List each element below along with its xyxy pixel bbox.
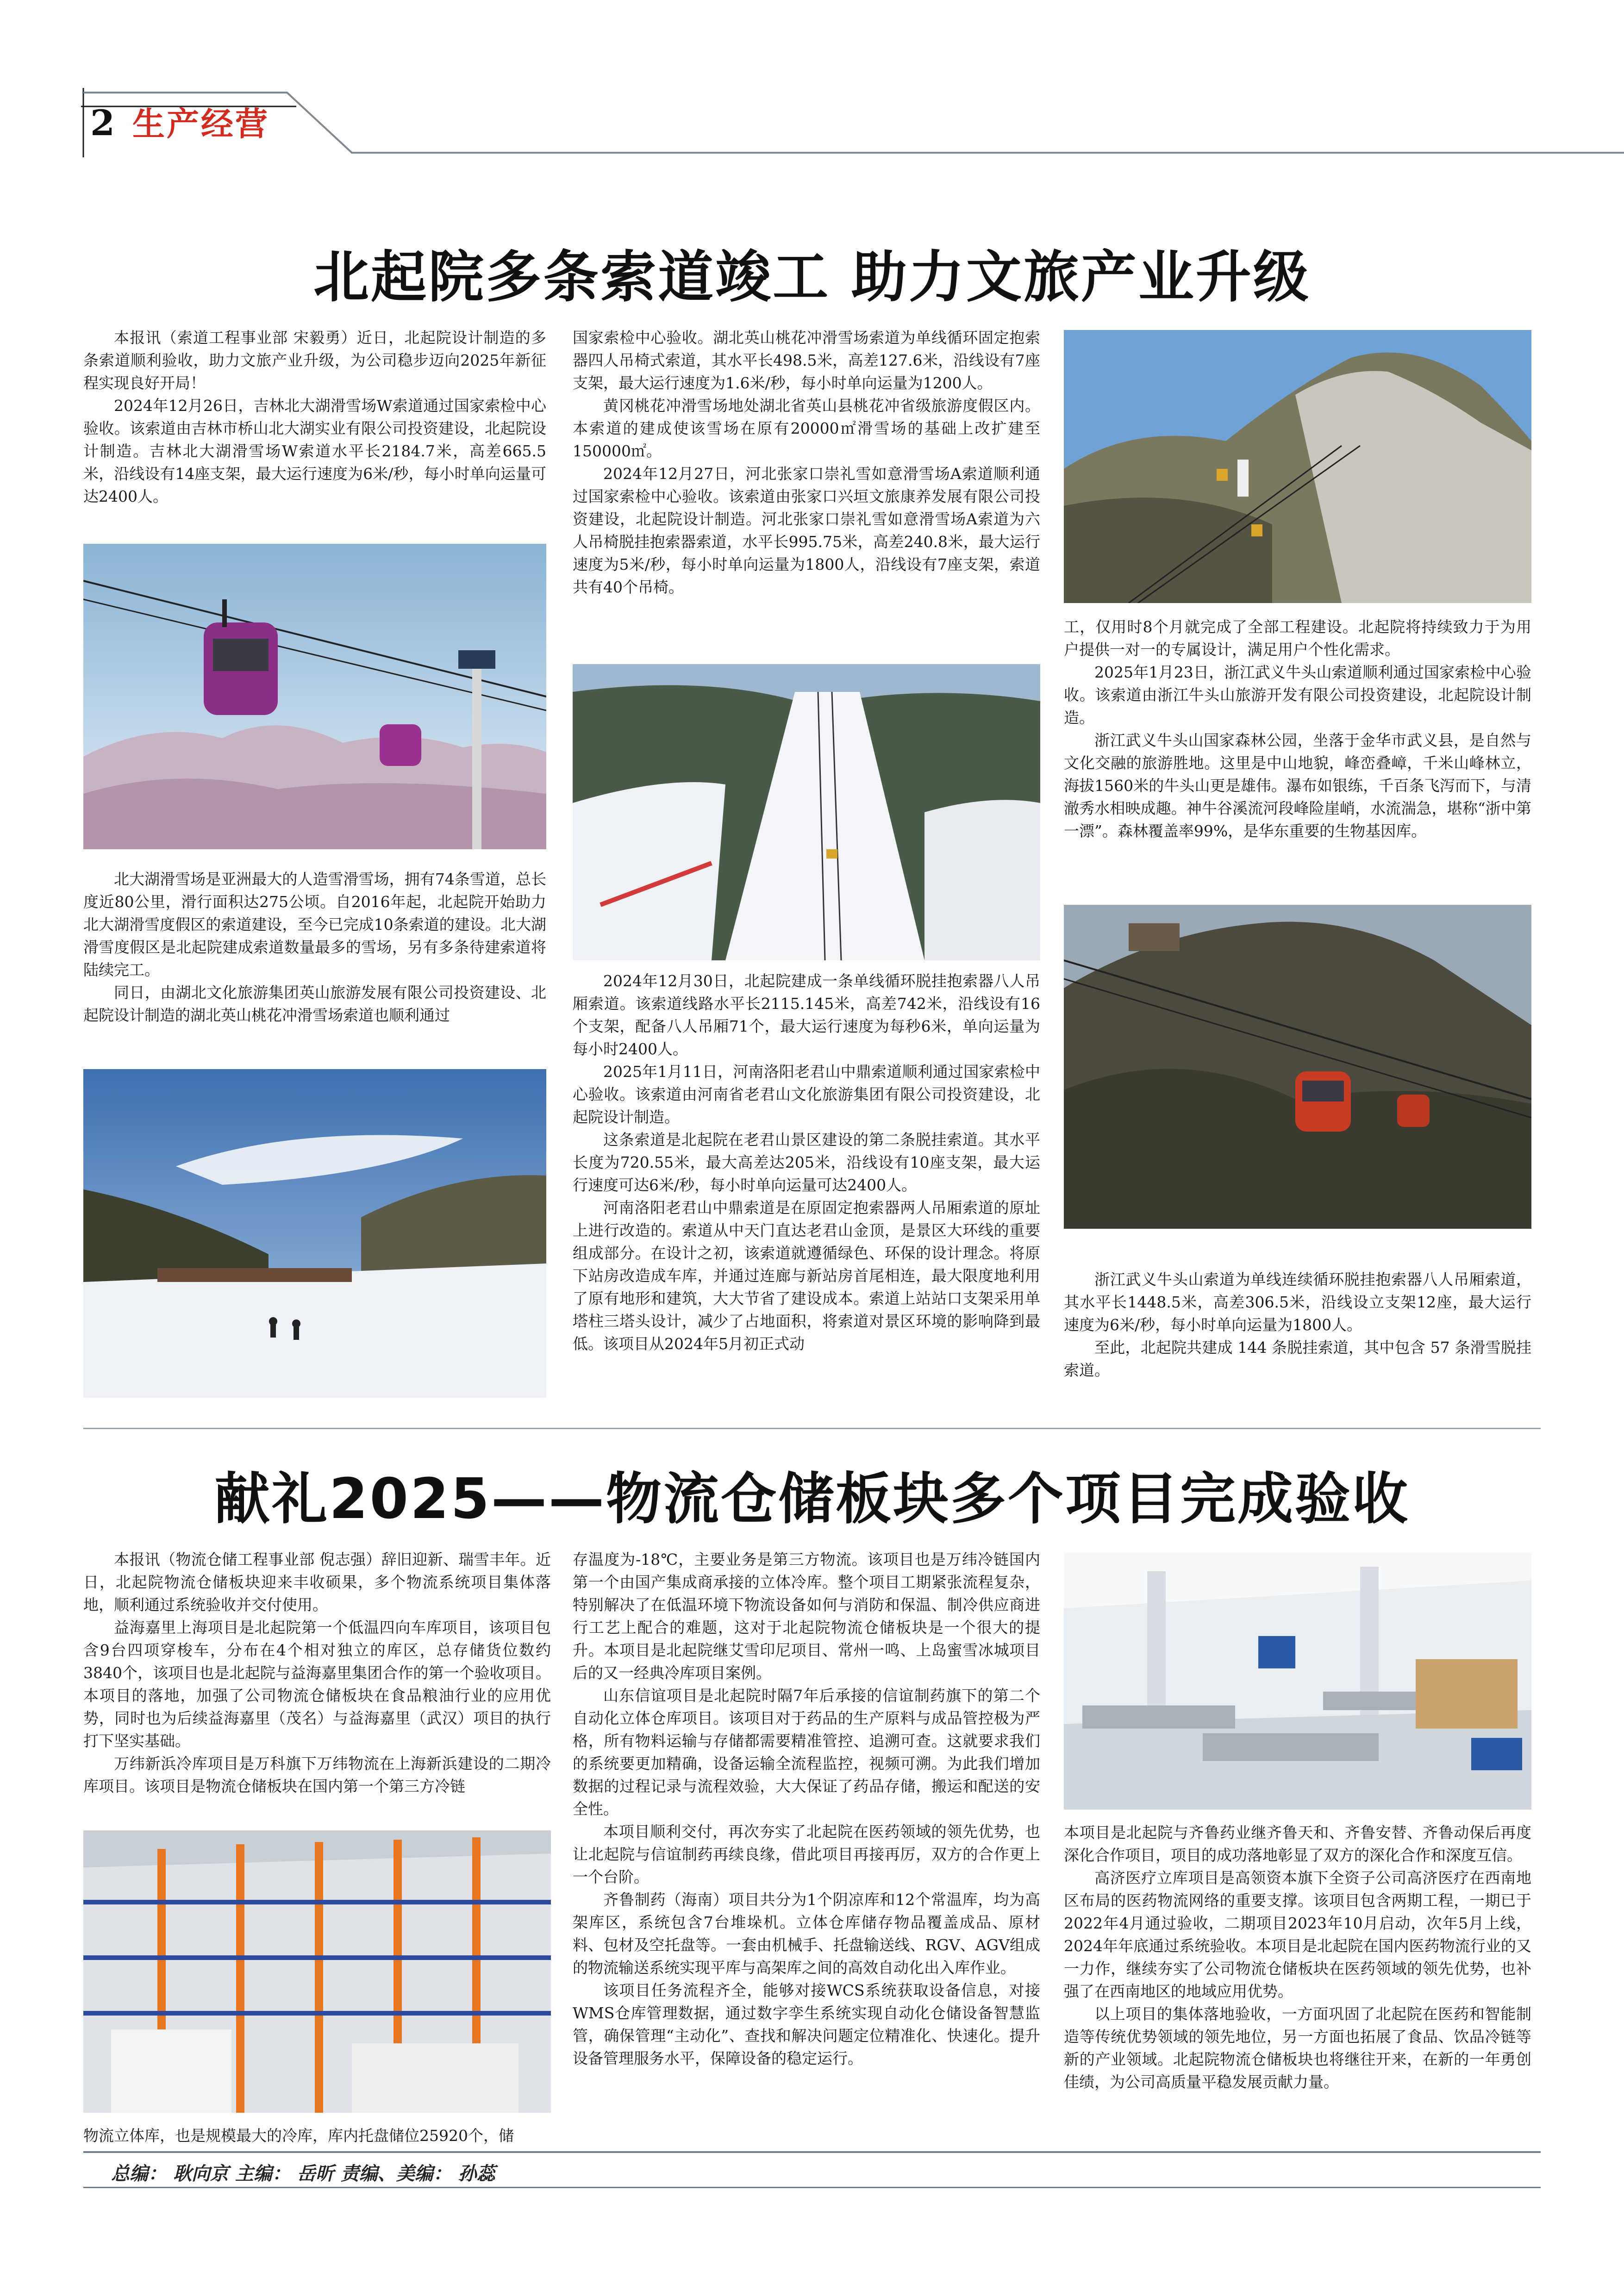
article2-col1b-text [83,2124,551,2147]
footer-editors: 总编： 耿向京 主编： 岳昕 责编、美编： 孙蕊 [111,2163,495,2184]
paragraph: 工，仅用时8个月就完成了全部工程建设。北起院将持续致力于为用户提供一对一的专属设计，满足用户个性化需求。 [1064,618,1531,659]
article2-lead-paragraph: 本报讯（物流仓储工程事业部 倪志强）辞旧迎新、瑞雪丰年。近日，北起院物流仓储板块迎来丰收硕果，多个物流系统项目集体落地，顺利通过系统验收并交付使用。 [83,1550,551,1614]
photo-cold-storage-racking [83,1830,551,2113]
article1-col2-text [573,326,1040,598]
section-title: 生产经营 [132,105,269,143]
article1-col1-text [83,326,546,508]
article1-col2b-text [573,970,1040,1355]
paragraph: 河南洛阳老君山中鼎索道是在原固定抱索器两人吊厢索道的原址上进行改造的。索道从中天门直达老君山金顶，是景区大环线的重要组成部分。在设计之初，该索道就遵循绿色、环保的设计理念。将原下站房改造成车库，并通过连廊与新站房首尾相连，最大限度地利用了原有地形和建筑，大大节省了建设成本。索道上站站口支架采用单塔柱三塔头设计，减少了占地面积，将索道对景区环境的影响降到最低。该项目从2024年5月初正式动 [573,1199,1040,1353]
article1-col3b-text [1064,1268,1531,1381]
paragraph: 这条索道是北起院在老君山景区建设的第二条脱挂索道。其水平长度为720.55米，最大高差达205米，沿线设有10座支架，最大运行速度可达6米/秒，每小时单向运量可达2400人。 [573,1131,1040,1194]
article2-col1-text [83,1548,551,1798]
photo-red-cabins-niutoushan [1064,905,1531,1229]
paragraph: 2025年1月23日，浙江武义牛头山索道顺利通过国家索检中心验收。该索道由浙江牛头山旅游开发有限公司投资建设，北起院设计制造。 [1064,663,1531,727]
paragraph: 本项目顺利交付，再次夯实了北起院在医药领域的领先优势，也让北起院与信谊制药再续良缘，借此项目再接再厉，双方的合作更上一个台阶。 [573,1823,1040,1886]
paragraph: 齐鲁制药（海南）项目共分为1个阴凉库和12个常温库，均为高架库区，系统包含7台堆垛机。立体仓库储存物品覆盖成品、原材料、包材及空托盘等。一套由机械手、托盘输送线、RGV、AGV组成的物流输送系统实现平库与高架库之间的高效自动化出入库作业。 [573,1891,1040,1977]
paragraph: 该项目任务流程齐全，能够对接WCS系统获取设备信息，对接WMS仓库管理数据，通过数字孪生系统实现自动化仓储设备智慧监管，确保管理“主动化”、查找和解决问题定位精准化、快速化。提升设备管理服务水平，保障设备的稳定运行。 [573,1981,1040,2067]
footer-rule-bottom [83,2187,1541,2188]
article1-col1b-text [83,868,546,1027]
paragraph: 2024年12月27日，河北张家口崇礼雪如意滑雪场A索道顺利通过国家索检中心验收。该索道由张家口兴垣文旅康养发展有限公司投资建设，北起院设计制造。河北张家口崇礼雪如意滑雪场A索道为六人吊椅脱挂抱索器索道，水平长995.75米，高差240.8米，最大运行速度为5米/秒，每小时单向运量为1800人，沿线设有7座支架，索道共有40个吊椅。 [573,465,1040,596]
page-number: 2 [90,102,115,143]
footer-rule [83,2151,1541,2153]
paragraph: 本项目是北起院与齐鲁药业继齐鲁天和、齐鲁安替、齐鲁动保后再度深化合作项目，项目的成功落地彰显了双方的深化合作和深度互信。 [1064,1823,1531,1864]
page-header [0,0,1624,157]
paragraph: 浙江武义牛头山索道为单线连续循环脱挂抱索器八人吊厢索道，其水平长1448.5米，高差306.5米，沿线设立支架12座，最大运行速度为6米/秒，每小时单向运量为1800人。 [1064,1270,1531,1334]
paragraph: 存温度为-18℃，主要业务是第三方物流。该项目也是万纬冷链国内第一个由国产集成商承接的立体冷库。整个项目工期紧张流程复杂，特别解决了在低温环境下物流设备如何与消防和保温、制冷供应商进行工艺上配合的难题，这对于北起院物流仓储板块是一个很大的提升。本项目是北起院继艾雪印尼项目、常州一鸣、上岛蜜雪冰城项目后的又一经典冷库项目案例。 [573,1550,1040,1682]
photo-gondola-beidahu [83,544,546,849]
photo-ski-slope-yingshan [83,1069,546,1398]
paragraph: 国家索检中心验收。湖北英山桃花冲滑雪场索道为单线循环固定抱索器四人吊椅式索道，其水平长498.5米，高差127.6米，沿线设有7座支架，最大运行速度为1.6米/秒，每小时单向运量为1200人。 [573,329,1040,392]
paragraph: 万纬新浜冷库项目是万科旗下万纬物流在上海新浜建设的二期冷库项目。该项目是物流仓储板块在国内第一个第三方冷链 [83,1755,551,1795]
article1-headline: 北起院多条索道竣工 助力文旅产业升级 [313,245,1311,310]
paragraph: 以上项目的集体落地验收，一方面巩固了北起院在医药和智能制造等传统优势领域的领先地位，另一方面也拓展了食品、饮品冷链等新的产业领域。北起院物流仓储板块也将继往开来，在新的一年勇创佳绩，为公司高质量平稳发展贡献力量。 [1064,2005,1531,2091]
paragraph: 同日，由湖北文化旅游集团英山旅游发展有限公司投资建设、北起院设计制造的湖北英山桃花冲滑雪场索道也顺利通过 [83,983,546,1024]
paragraph: 高济医疗立库项目是高领资本旗下全资子公司高济医疗在西南地区布局的医药物流网络的重要支撑。该项目包含两期工程，一期已于2022年4月通过验收，二期项目2023年10月启动，次年5月上线，2024年年底通过系统验收。本项目是北起院在国内医药物流行业的又一力作，继续夯实了公司物流仓储板块在医药领域的领先优势，也补强了在西南地区的地域应用优势。 [1064,1869,1531,2000]
article2-headline: 献礼2025——物流仓储板块多个项目完成验收 [214,1467,1410,1531]
paragraph: 2025年1月11日，河南洛阳老君山中鼎索道顺利通过国家索检中心验收。该索道由河南省老君山文化旅游集团有限公司投资建设，北起院设计制造。 [573,1063,1040,1126]
paragraph: 黄冈桃花冲滑雪场地处湖北省英山县桃花冲省级旅游度假区内。本索道的建成使该雪场在原有20000㎡滑雪场的基础上改扩建至150000㎡。 [573,397,1040,460]
paragraph: 浙江武义牛头山国家森林公园，坐落于金华市武义县，是自然与文化交融的旅游胜地。这里是中山地貌，峰峦叠嶂，千米山峰林立，海拔1560米的牛头山更是雄伟。瀑布如银练，千百条飞泻而下，与清澈秀水相映成趣。神牛谷溪流河段峰险崖峭，水流湍急，堪称“浙中第一漂”。森林覆盖率99%，是华东重要的生物基因库。 [1064,731,1531,840]
photo-conveyor-warehouse [1064,1553,1531,1810]
paragraph: 至此，北起院共建成 144 条脱挂索道，其中包含 57 条滑雪脱挂索道。 [1064,1338,1531,1379]
paragraph: 2024年12月26日，吉林北大湖滑雪场W索道通过国家索检中心验收。该索道由吉林市桥山北大湖实业有限公司投资建设，北起院设计制造。吉林北大湖滑雪场W索道水平长2184.7米，高差665.5米，沿线设有14座支架，最大运行速度为6米/秒，每小时单向运量可达2400人。 [83,397,546,505]
article2-col2-text [573,1548,1040,2070]
article1-lead-paragraph [83,326,546,394]
article1-col3-text [1064,616,1531,842]
paragraph: 山东信谊项目是北起院时隔7年后承接的信谊制药旗下的第二个自动化立体仓库项目。该项目对于药品的生产原料与成品管控极为严格，所有物料运输与存储都需要精准管控、追溯可查。这就要求我们的系统要更加精确，设备运输全流程监控，视频可溯。为此我们增加数据的过程记录与流程效验，大大保证了药品存储，搬运和配送的安全性。 [573,1686,1040,1818]
photo-mountain-cableway [1064,330,1531,603]
article-divider [83,1428,1541,1429]
paragraph: 北大湖滑雪场是亚洲最大的人造雪滑雪场，拥有74条雪道，总长度近80公里，滑行面积达275公顷。自2016年起，北起院开始助力北大湖滑雪度假区的索道建设，至今已完成10条索道的建设。北大湖滑雪度假区是北起院建成索道数量最多的雪场，另有多条待建索道将陆续完工。 [83,870,546,979]
paragraph-text: 本报讯（索道工程事业部 宋毅勇）近日，北起院设计制造的多条索道顺利验收，助力文旅产业升级，为公司稳步迈向2025年新征程实现良好开局！ [83,329,546,392]
photo-ski-resort-chongli [573,664,1040,960]
paragraph: 2024年12月30日，北起院建成一条单线循环脱挂抱索器八人吊厢索道。该索道线路水平长2115.145米，高差742米，沿线设有16个支架，配备八人吊厢71个，最大运行速度为每秒6米，单向运量为每小时2400人。 [573,972,1040,1058]
article2-col3-text [1064,1821,1531,2093]
paragraph: 物流立体库，也是规模最大的冷库，库内托盘储位25920个，储 [83,2127,514,2145]
paragraph: 益海嘉里上海项目是北起院第一个低温四向车库项目，该项目包含9台四项穿梭车，分布在4个相对独立的库区，总存储货位数约3840个，该项目也是北起院与益海嘉里集团合作的第一个验收项目。本项目的落地，加强了公司物流仓储板块在食品粮油行业的应用优势，同时也为后续益海嘉里（茂名）与益海嘉里（武汉）项目的执行打下坚实基础。 [83,1618,551,1750]
